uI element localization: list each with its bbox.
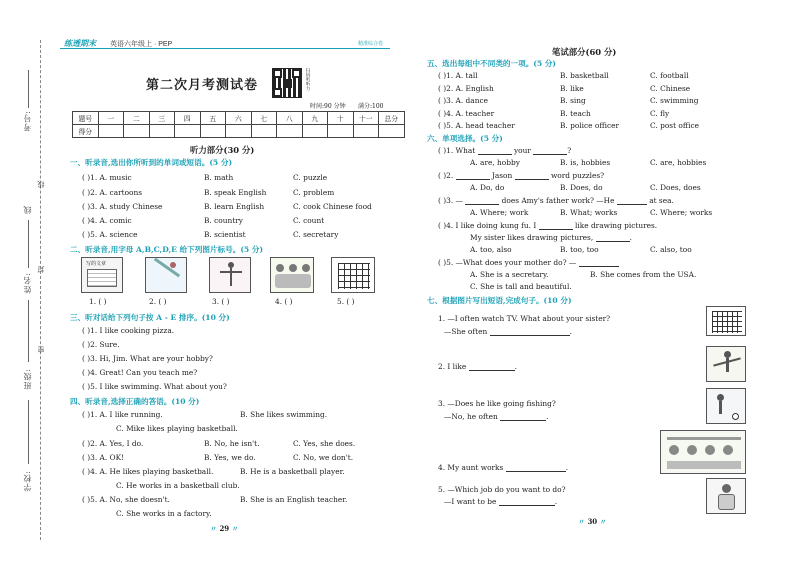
s1-q1-b: B. math <box>204 173 234 182</box>
s6-q4-line2-a: My sister likes drawing pictures, <box>470 233 594 242</box>
s1-q3-b: B. learn English <box>204 202 265 211</box>
score-header-cell: 二 <box>124 112 150 125</box>
s7-q1-end: . <box>569 327 572 336</box>
picture-caption: 写的文章 <box>86 261 107 267</box>
s7-q3-blank[interactable] <box>500 420 546 421</box>
s6-q3-stem-b: does Amy's father work? —He <box>501 196 615 205</box>
fold-mark: 封 <box>37 265 45 273</box>
s6-q4-b: B. too, too <box>560 245 599 254</box>
s5-q1-b: B. basketball <box>560 71 609 80</box>
s1-q4-a: ( )4. A. comic <box>82 216 132 225</box>
line-mark: 线 <box>37 180 45 188</box>
score-header-cell: 一 <box>98 112 124 125</box>
score-cell[interactable] <box>175 125 201 138</box>
s6-q3-stem-c: at sea. <box>649 196 674 205</box>
picture-writing-article <box>81 257 123 293</box>
s7-q5-blank[interactable] <box>499 505 555 506</box>
s1-q5-a: ( )5. A. science <box>82 230 138 239</box>
score-cell[interactable] <box>302 125 328 138</box>
s6-q1-stem <box>438 146 571 155</box>
s6-q5-stem <box>438 258 619 267</box>
s2-label-3: 3. ( ) <box>212 297 230 306</box>
picture-factory-workers <box>660 430 746 474</box>
s1-q4-b: B. country <box>204 216 243 225</box>
class-blank[interactable] <box>28 300 29 362</box>
s6-q5-blank[interactable] <box>579 266 619 267</box>
score-header-cell: 三 <box>149 112 175 125</box>
s6-q4-blank-2[interactable] <box>596 241 630 242</box>
s6-q5-a: A. She is a secretary. <box>470 270 549 279</box>
section-1-title: 一、听录音,选出你所听到的单词或短语。(5 分) <box>70 158 233 167</box>
s6-q2-c: C. Does, does <box>650 183 701 192</box>
score-table <box>72 111 405 138</box>
s6-q3-a: A. Where; work <box>470 208 529 217</box>
s1-q3-a: ( )3. A. study Chinese <box>82 202 163 211</box>
s6-q2-blank-2[interactable] <box>515 179 549 180</box>
s6-q5-c: C. She is tall and beautiful. <box>470 282 572 291</box>
name-blank[interactable] <box>28 220 29 268</box>
s5-q3-c: C. swimming <box>650 96 699 105</box>
s1-q5-c: C. secretary <box>293 230 339 239</box>
s6-q1-b: B. is, hobbies <box>560 158 611 167</box>
s1-q2-b: B. speak English <box>204 188 267 197</box>
s2-label-5: 5. ( ) <box>337 297 355 306</box>
s4-q5-b: B. She is an English teacher. <box>240 495 348 504</box>
score-cell[interactable] <box>98 125 124 138</box>
writing-part-title: 笔试部分(60 分) <box>552 47 617 57</box>
picture-slide <box>145 257 187 293</box>
score-cell[interactable] <box>353 125 379 138</box>
s6-q1-a: A. are, hobby <box>470 158 520 167</box>
s6-q3-b: B. What; works <box>560 208 618 217</box>
s6-q5-b: B. She comes from the USA. <box>590 270 697 279</box>
score-header-cell: 七 <box>251 112 277 125</box>
s3-item-3: ( )3. Hi, Jim. What are your hobby? <box>82 354 213 363</box>
s4-q3-c: C. No, we don't. <box>293 453 354 462</box>
class-fold-mark: 线 <box>23 205 32 214</box>
s5-q1-a: ( )1. A. tall <box>438 71 478 80</box>
s6-q2-a: A. Do, do <box>470 183 505 192</box>
score-row-label: 得分 <box>73 125 99 138</box>
s1-q1-a: ( )1. A. music <box>82 173 132 182</box>
exam-no-label: 考号: <box>23 110 32 132</box>
score-table-score-row <box>73 125 405 138</box>
s4-q2-c: C. Yes, she does. <box>293 439 356 448</box>
section-4-title: 四、听录音,选择正确的答语。(10 分) <box>70 397 200 406</box>
exam-score: 满分:100 <box>358 103 384 110</box>
s4-q2-b: B. No, he isn't. <box>204 439 260 448</box>
s7-q3-line2 <box>444 412 549 421</box>
page-number-right: 〃 30 〃 <box>578 517 607 526</box>
s7-q1-line2 <box>444 327 572 336</box>
picture-playing-football <box>706 388 746 424</box>
score-cell[interactable] <box>200 125 226 138</box>
s5-q2-a: ( )2. A. English <box>438 84 494 93</box>
score-table-header-row <box>73 112 405 125</box>
score-header-cell: 八 <box>277 112 303 125</box>
score-header-cell: 九 <box>302 112 328 125</box>
s6-q2-blank-1[interactable] <box>456 179 490 180</box>
s6-q3-blank-2[interactable] <box>617 204 647 205</box>
binding-margin <box>0 0 56 576</box>
s3-item-1: ( )1. I like cooking pizza. <box>82 326 175 335</box>
s6-q1-blank-1[interactable] <box>478 154 512 155</box>
s6-q2-stem-c: word puzzles? <box>550 171 605 180</box>
s6-q1-blank-2[interactable] <box>533 154 567 155</box>
s7-q2-line <box>438 362 517 371</box>
score-cell[interactable] <box>251 125 277 138</box>
s5-q2-c: C. Chinese <box>650 84 691 93</box>
s6-q4-a: A. too, also <box>470 245 512 254</box>
score-header-cell: 总分 <box>379 112 405 125</box>
s6-q4-stem <box>438 221 657 230</box>
s4-q1-c: C. Mike likes playing basketball. <box>116 424 238 433</box>
s4-q1-b: B. She likes swimming. <box>240 410 328 419</box>
s1-q1-c: C. puzzle <box>293 173 328 182</box>
page-number-left-text: 29 <box>219 524 230 533</box>
s7-q4-end: . <box>565 463 569 472</box>
s5-q4-b: B. teach <box>560 109 591 118</box>
s6-q4-stem-b: like drawing pictures. <box>575 221 658 230</box>
score-header-cell: 题号 <box>73 112 99 125</box>
school-label: 学校: <box>23 470 32 492</box>
s4-q4-b: B. He is a basketball player. <box>240 467 345 476</box>
s5-q4-c: C. fly <box>650 109 670 118</box>
s4-q5-c: C. She works in a factory. <box>116 509 212 518</box>
s3-item-4: ( )4. Great! Can you teach me? <box>82 368 198 377</box>
section-5-title: 五、选出每组中不同类的一项。(5 分) <box>427 59 557 68</box>
s4-q3-b: B. Yes, we do. <box>204 453 256 462</box>
header-rule-left <box>60 48 390 49</box>
s7-q5-end: . <box>554 497 558 506</box>
brand-logo: 练透期末 <box>64 39 96 48</box>
s6-q2-stem <box>438 171 604 180</box>
score-cell[interactable] <box>124 125 150 138</box>
picture-ballet-dancer <box>209 257 251 293</box>
score-header-cell: 十 <box>328 112 354 125</box>
name-label: 姓名: <box>23 272 32 294</box>
s5-q5-a: ( )5. A. head teacher <box>438 121 515 130</box>
score-cell[interactable] <box>328 125 354 138</box>
s2-label-2: 2. ( ) <box>149 297 167 306</box>
s7-q2-blank[interactable] <box>469 370 515 371</box>
s7-q3-end: . <box>546 412 549 421</box>
s6-q2-stem-a: ( )2. <box>438 171 454 180</box>
s7-q3-line1: 3. —Does he like going fishing? <box>438 399 556 408</box>
qr-note: 扫码听听力 <box>305 68 310 91</box>
s6-q2-b: B. Does, do <box>560 183 603 192</box>
score-header-cell: 六 <box>226 112 252 125</box>
exam-title: 第二次月考测试卷 <box>146 78 259 93</box>
qr-code-icon <box>272 68 302 98</box>
s6-q4-line2 <box>470 233 632 242</box>
s7-q1-line1: 1. —I often watch TV. What about your sister? <box>438 314 611 323</box>
picture-crossword <box>706 306 746 336</box>
s6-q3-stem <box>438 196 674 205</box>
s2-label-4: 4. ( ) <box>275 297 293 306</box>
s1-q3-c: C. cook Chinese food <box>293 202 372 211</box>
s4-q1-a: ( )1. A. I like running. <box>82 410 163 419</box>
picture-crossword-puzzle <box>331 257 375 293</box>
s3-item-5: ( )5. I like swimming. What about you? <box>82 382 227 391</box>
s7-q5-line1: 5. —Which job do you want to do? <box>438 485 566 494</box>
exam-no-blank[interactable] <box>28 70 29 108</box>
s7-q4-blank[interactable] <box>506 471 566 472</box>
class-label: 班级: <box>23 368 32 390</box>
s5-q3-a: ( )3. A. dance <box>438 96 488 105</box>
s6-q4-c: C. also, too <box>650 245 692 254</box>
score-cell[interactable] <box>379 125 405 138</box>
binding-fold-line <box>40 40 41 540</box>
s7-q1-blank[interactable] <box>490 335 570 336</box>
s6-q1-stem-a: ( )1. What <box>438 146 476 155</box>
s5-q5-b: B. police officer <box>560 121 620 130</box>
s7-q2-end: . <box>514 362 517 371</box>
section-6-title: 六、单项选择。(5 分) <box>427 134 503 143</box>
s4-q2-a: ( )2. A. Yes, I do. <box>82 439 144 448</box>
score-header-cell: 十一 <box>353 112 379 125</box>
school-blank[interactable] <box>28 400 29 464</box>
s7-q3-prefix: —No, he often <box>444 412 498 421</box>
s6-q3-c: C. Where; works <box>650 208 713 217</box>
s7-q4-line <box>438 463 568 472</box>
s1-q2-a: ( )2. A. cartoons <box>82 188 143 197</box>
page-number-left: 〃 29 〃 <box>210 524 239 533</box>
picture-children-group <box>270 257 314 293</box>
subject-label: 英语六年级上 · PEP <box>110 41 173 48</box>
s6-q4-stem-a: ( )4. I like doing kung fu. I <box>438 221 537 230</box>
score-header-cell: 四 <box>175 112 201 125</box>
s5-q2-b: B. like <box>560 84 584 93</box>
brand-small: 精准综合卷 <box>358 41 384 47</box>
s1-q2-c: C. problem <box>293 188 335 197</box>
s7-q5-prefix: —I want to be <box>444 497 497 506</box>
score-header-cell: 五 <box>200 112 226 125</box>
s6-q4-line2-b: . <box>629 233 632 242</box>
s4-q3-a: ( )3. A. OK! <box>82 453 125 462</box>
s3-item-2: ( )2. Sure. <box>82 340 120 349</box>
s7-q2-prefix: 2. I like <box>438 362 467 371</box>
score-cell[interactable] <box>226 125 252 138</box>
s4-q4-c: C. He works in a basketball club. <box>116 481 240 490</box>
s5-q5-c: C. post office <box>650 121 699 130</box>
picture-kung-fu <box>706 346 746 382</box>
s4-q4-a: ( )4. A. He likes playing basketball. <box>82 467 214 476</box>
section-3-title: 三、听对话给下列句子按 A - E 排序。(10 分) <box>70 313 230 322</box>
s6-q1-stem-c: ? <box>567 146 572 155</box>
s5-q1-c: C. football <box>650 71 689 80</box>
s7-q1-prefix: —She often <box>444 327 488 336</box>
s1-q5-b: B. scientist <box>204 230 246 239</box>
s6-q1-stem-b: your <box>513 146 531 155</box>
s6-q5-stem-a: ( )5. —What does your mother do? — <box>438 258 577 267</box>
s7-q5-line2 <box>444 497 557 506</box>
s6-q3-blank-1[interactable] <box>465 204 499 205</box>
s6-q1-c: C. are, hobbies <box>650 158 707 167</box>
score-cell[interactable] <box>149 125 175 138</box>
section-7-title: 七、根据图片写出短语,完成句子。(10 分) <box>427 296 572 305</box>
s6-q4-blank-1[interactable] <box>539 229 573 230</box>
seal-mark: 密 <box>37 345 45 353</box>
section-2-title: 二、听录音,用字母 A,B,C,D,E 给下列图片标号。(5 分) <box>70 245 264 254</box>
s6-q3-stem-a: ( )3. — <box>438 196 463 205</box>
s6-q2-stem-b: Jason <box>491 171 513 180</box>
picture-scientist <box>706 478 746 514</box>
score-cell[interactable] <box>277 125 303 138</box>
s1-q4-c: C. count <box>293 216 325 225</box>
s5-q4-a: ( )4. A. teacher <box>438 109 495 118</box>
s5-q3-b: B. sing <box>560 96 586 105</box>
s7-q4-prefix: 4. My aunt works <box>438 463 504 472</box>
s2-label-1: 1. ( ) <box>89 297 107 306</box>
exam-time: 时间:90 分钟 <box>310 103 346 110</box>
listening-part-title: 听力部分(30 分) <box>190 145 255 155</box>
s4-q5-a: ( )5. A. No, she doesn't. <box>82 495 170 504</box>
page-number-right-text: 30 <box>587 517 598 526</box>
